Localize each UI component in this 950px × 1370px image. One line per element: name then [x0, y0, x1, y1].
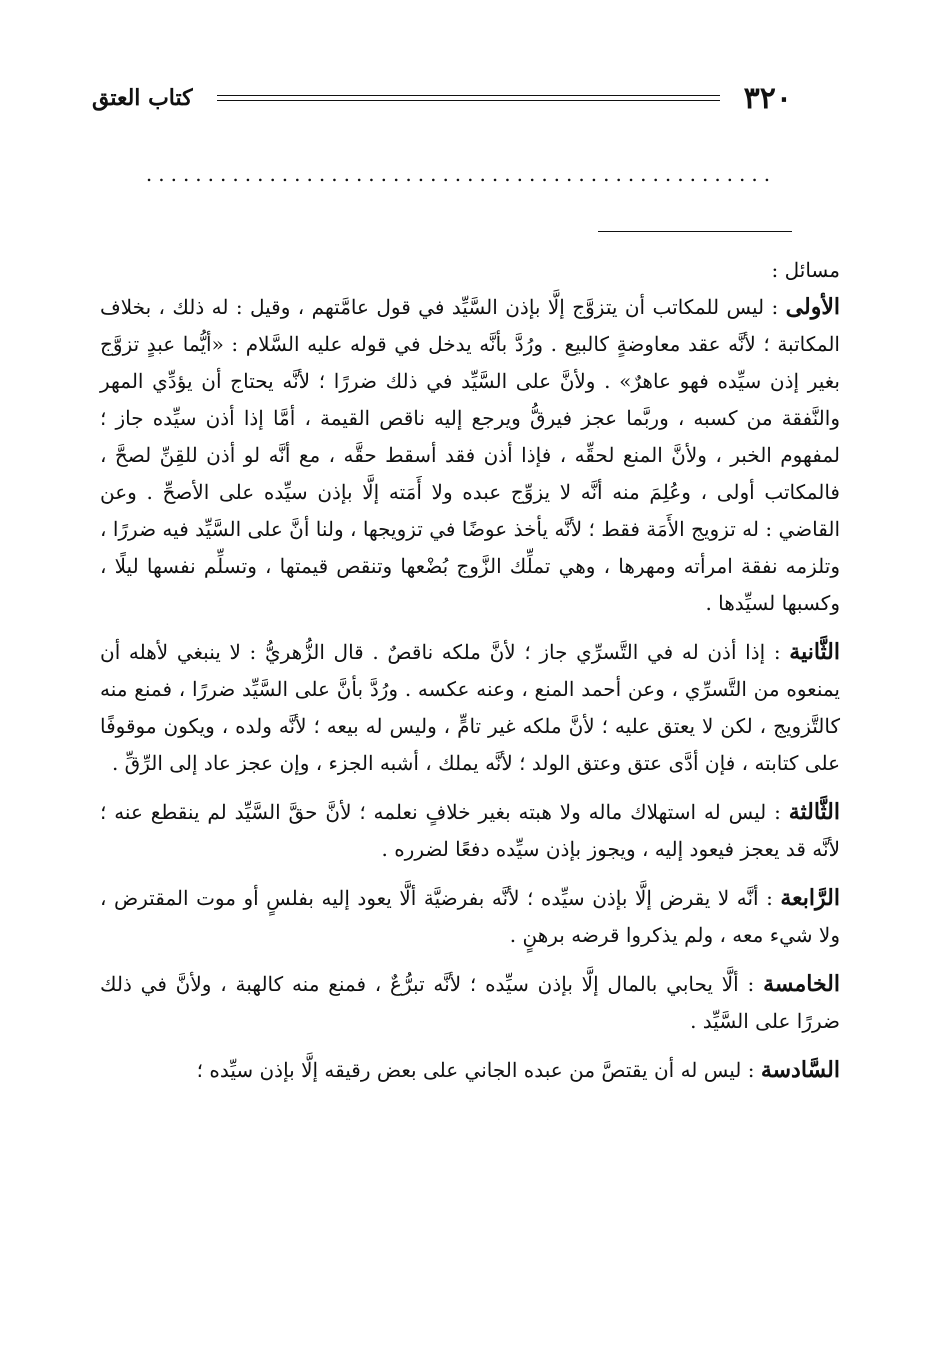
- issue-paragraph-fifth: [100, 966, 840, 1040]
- issue-lead: الرَّابعة: [780, 885, 840, 911]
- issue-text: : ليس له استهلاك ماله ولا هبته بغير خلافٍ نعلمه ؛ لأنَّ حقَّ السَّيِّد لم ينقطع عنه ؛ لأنَّه قد يعجز فيعود إليه ، ويجوز بإذن سيِّده دفعًا لضرره .: [100, 800, 840, 861]
- page-header: [92, 76, 792, 120]
- header-rule: [217, 95, 720, 101]
- body-text: [100, 252, 840, 1101]
- book-title: كتاب العتق: [92, 85, 193, 111]
- section-label: مسائل :: [771, 258, 840, 282]
- issue-paragraph-second: [100, 634, 840, 782]
- issue-lead: الثَّالثة: [788, 799, 840, 825]
- issue-paragraph-first: [100, 289, 840, 622]
- issue-text: : ليس للمكاتب أن يتزوَّج إلَّا بإذن السَّيِّد في قول عامَّتهم ، وقيل : له ذلك ، بخلاف المكاتبة ؛ لأنَّه عقد معاوضةٍ كالبيع . ورُدَّ بأنَّه يدخل في قوله عليه السَّلام : «أيُّما عبدٍ تزوَّج بغير إذن سيِّده فهو عاهرٌ» . ولأنَّ على السَّيِّد في ذلك ضررًا ؛ لأنَّه يحتاج أن يؤدِّي المهر والنَّفقة من كسبه ، وربَّما عجز فيرقُّ ويرجع إليه ناقص القيمة ، أمَّا إذا أذن سيِّده جاز ؛ لمفهوم الخبر ، ولأنَّ المنع لحقِّه ، فإذا أذن فقد أسقط حقَّه ، مع أنَّه لو أذن للقِنِّ لصحَّ ، فالمكاتب أولى ، وعُلِمَ منه أنَّه لا يزوِّج عبده ولا أَمَته إلَّا بإذن سيِّده على الأصحِّ . وعن القاضي : له تزويج الأَمَة فقط ؛ لأنَّه يأخذ عوضًا في تزويجها ، ولنا أنَّ على السَّيِّد فيه ضررًا ، وتلزمه نفقة امرأته ومهرها ، وهي تملِّك الزَّوج بُضْعها وتنقص قيمتها ، وتسلِّم نفسها ليلًا ، وكسبها لسيِّدها .: [100, 295, 840, 615]
- dotted-separator: ...................................................: [145, 162, 777, 186]
- issue-paragraph-third: [100, 794, 840, 868]
- issue-lead: الخامسة: [763, 971, 840, 997]
- issue-text: : ليس له أن يقتصَّ من عبده الجاني على بعض رقيقه إلَّا بإذن سيِّده ؛: [196, 1058, 761, 1082]
- issue-lead: الثَّانية: [789, 639, 840, 665]
- issue-lead: الأولى: [785, 294, 840, 320]
- issue-paragraph-fourth: [100, 880, 840, 954]
- short-rule: [598, 231, 792, 232]
- issue-text: : إذا أذن له في التَّسرِّي جاز ؛ لأنَّ ملكه ناقصٌ . قال الزُّهريُّ : لا ينبغي لأهله أن يمنعوه من التَّسرِّي ، وعن أحمد المنع ، وعنه عكسه . ورُدَّ بأنَّ على السَّيِّد ضررًا ، فمنع منه كالتَّزويج ، لكن لا يعتق عليه ؛ لأنَّ ملكه غير تامٍّ ، وليس له بيعه ؛ لأنَّه ولده ، ويكون موقوفًا على كتابته ، فإن أدَّى عتق وعتق الولد ؛ لأنَّه يملك ، أشبه الجزء ، وإن عجز عاد إلى الرِّقِّ .: [100, 640, 840, 775]
- issue-lead: السَّادسة: [760, 1057, 840, 1083]
- issue-text: : أنَّه لا يقرض إلَّا بإذن سيِّده ؛ لأنَّه بفرضيَّة ألَّا يعود إليه بفلسٍ أو موت المقترض ، ولا شيء معه ، ولم يذكروا قرضه برهنٍ .: [100, 886, 840, 947]
- issue-paragraph-sixth: [100, 1052, 840, 1089]
- issue-text: : ألَّا يحابي بالمال إلَّا بإذن سيِّده ؛ لأنَّه تبرُّعٌ ، فمنع منه كالهبة ، ولأنَّ في ذلك ضررًا على السَّيِّد .: [100, 972, 840, 1033]
- page-number: ٣٢٠: [743, 80, 792, 116]
